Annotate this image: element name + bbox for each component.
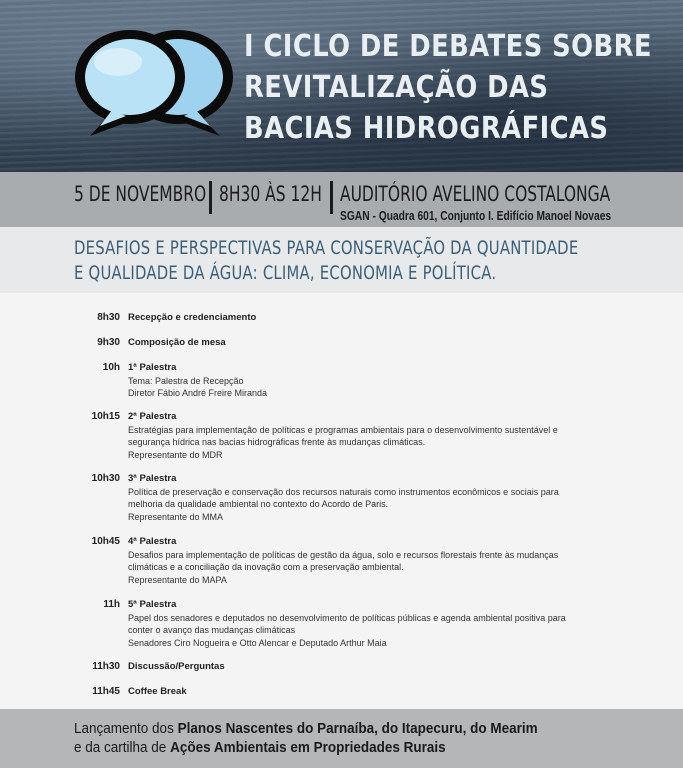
- title-line: BACIAS HIDROGRÁFICAS: [244, 111, 609, 146]
- event-time: 8H30 ÀS 12H: [219, 182, 322, 206]
- schedule-detail: Representante do MDR: [128, 449, 223, 460]
- event-date: 5 DE NOVEMBRO: [74, 182, 207, 206]
- schedule-detail: conter o avanço das mudanças climáticas: [128, 625, 296, 635]
- schedule-detail: Senadores Ciro Nogueira e Otto Alencar e Deputado Arthur Maia: [128, 637, 387, 648]
- schedule-time: 10h45: [91, 536, 120, 547]
- schedule-time: 11h: [103, 599, 120, 610]
- schedule-title: Composição de mesa: [128, 337, 226, 348]
- launch-footer: [0, 709, 683, 768]
- schedule-title: 2ª Palestra: [128, 411, 177, 422]
- schedule-time: 9h30: [97, 337, 120, 348]
- footer-text: e da cartilha de: [74, 739, 171, 756]
- schedule-detail: climáticas e a conciliação da inovação com a preservação ambiental.: [128, 562, 404, 572]
- schedule-time: 10h15: [91, 411, 120, 422]
- theme-line: DESAFIOS E PERSPECTIVAS PARA CONSERVAÇÃO DA QUANTIDADE: [74, 237, 579, 259]
- schedule-detail: Representante do MAPA: [128, 574, 227, 585]
- schedule-title: 4ª Palestra: [128, 536, 177, 547]
- schedule-detail: Tema: Palestra de Recepção: [128, 375, 244, 386]
- schedule-title: Coffee Break: [128, 686, 187, 697]
- schedule-detail: Papel dos senadores e deputados no desenvolvimento de políticas públicas e agenda ambiental positiva para: [128, 612, 566, 623]
- schedule-time: 11h45: [92, 686, 120, 697]
- divider: [330, 181, 333, 214]
- title-line: I CICLO DE DEBATES SOBRE: [244, 29, 652, 64]
- launch-announcement: [74, 719, 632, 757]
- theme-title: [74, 236, 620, 286]
- schedule-time: 10h30: [91, 473, 120, 484]
- event-venue: AUDITÓRIO AVELINO COSTALONGA: [340, 182, 611, 206]
- divider: [209, 181, 212, 214]
- hero-header: [0, 0, 683, 172]
- schedule-title: 1ª Palestra: [128, 362, 177, 373]
- title-line: REVITALIZAÇÃO DAS: [244, 70, 549, 105]
- footer-highlight: Ações Ambientais em Propriedades Rurais: [170, 739, 446, 756]
- schedule-title: Recepção e credenciamento: [128, 312, 257, 323]
- schedule-detail: Estratégias para implementação de políticas e programas ambientais para o desenvolvimento sustentável e: [128, 424, 558, 435]
- schedule-title: 3ª Palestra: [128, 473, 177, 484]
- theme-line: E QUALIDADE DA ÁGUA: CLIMA, ECONOMIA E POLÍTICA.: [74, 262, 497, 284]
- footer-text: Lançamento dos: [74, 720, 178, 737]
- program-schedule: [0, 293, 683, 709]
- footer-highlight: Planos Nascentes do Parnaíba, do Itapecuru, do Mearim: [177, 720, 538, 737]
- schedule-detail: Desafios para implementação de políticas de gestão da água, solo e recursos florestais frente às mudanças: [128, 549, 559, 560]
- speech-bubbles-icon: [70, 22, 240, 142]
- schedule-time: 11h30: [92, 661, 120, 672]
- event-address: SGAN - Quadra 601, Conjunto I. Edifício Manoel Novaes: [340, 209, 612, 223]
- schedule-time: 8h30: [97, 312, 120, 323]
- schedule-title: 5ª Palestra: [128, 599, 177, 610]
- schedule-detail: Política de preservação e conservação dos recursos naturais como instrumentos econômicos e sociais para: [128, 486, 559, 497]
- schedule-detail: melhoria da qualidade ambiental no contexto do Acordo de Paris.: [128, 499, 389, 509]
- schedule-title: Discussão/Perguntas: [128, 661, 225, 672]
- theme-band: [0, 227, 683, 293]
- schedule-time: 10h: [102, 362, 120, 373]
- event-title: [244, 26, 652, 149]
- schedule-detail: Diretor Fábio André Freire Miranda: [128, 388, 268, 398]
- schedule-detail: Representante do MMA: [128, 511, 224, 522]
- schedule-detail: segurança hídrica nas bacias hidrográficas frente às mudanças climáticas.: [128, 437, 426, 447]
